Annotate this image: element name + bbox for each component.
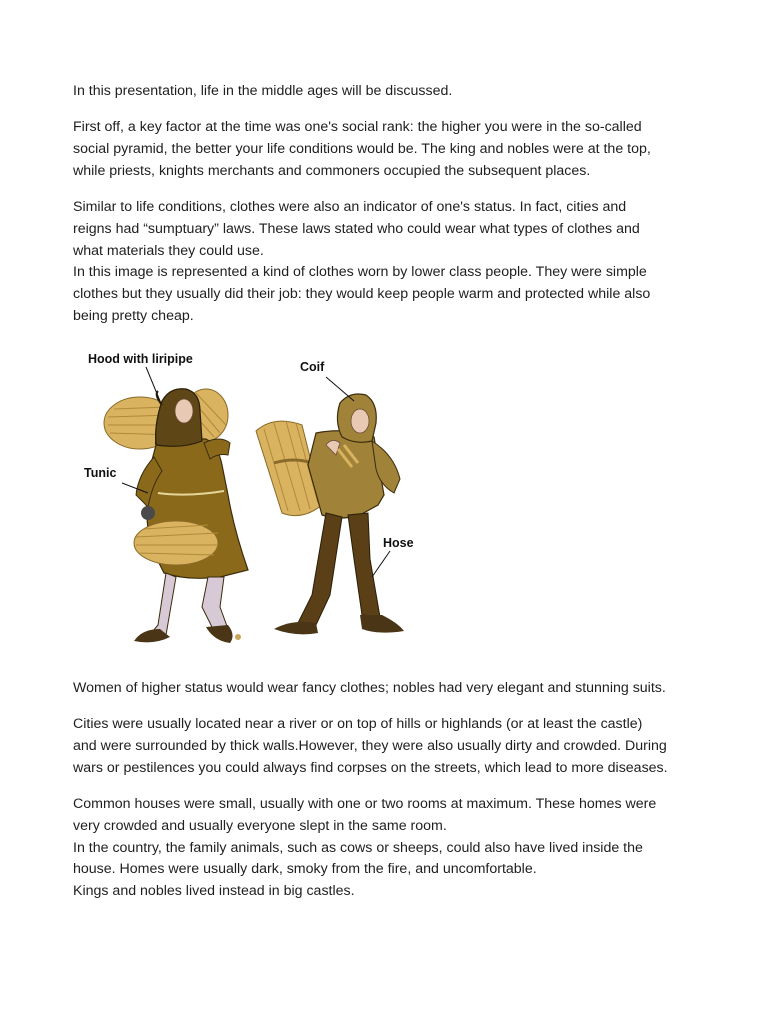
text-line: In this presentation, life in the middle ages will be discussed. <box>73 83 453 99</box>
pointer-arrow-hood <box>146 367 160 401</box>
text-line: Cities were usually located near a river or on top of hills or highlands (or at least the castle) <box>73 716 643 732</box>
text-line: very crowded and usually everyone slept in the same room. <box>73 817 447 834</box>
text-line: house. Homes were usually dark, smoky from the fire, and uncomfortable. <box>73 861 537 878</box>
text-line: clothes but they usually did their job: they would keep people warm and protected while also <box>73 286 651 303</box>
paragraph-clothes <box>73 197 713 328</box>
hand <box>141 506 155 520</box>
text-line: reigns had “sumptuary” laws. These laws stated who could wear what types of clothes and <box>73 220 640 237</box>
text-line: Kings and nobles lived instead in big castles. <box>73 883 355 900</box>
shoe <box>206 625 233 643</box>
paragraph-intro <box>73 81 713 103</box>
paragraph-cities <box>73 714 713 779</box>
hose-leg <box>298 513 342 625</box>
illustration-drawing <box>78 345 428 650</box>
straw-bundle-front <box>134 521 218 565</box>
right-peasant-figure <box>256 394 404 634</box>
debris <box>235 634 241 640</box>
shoe <box>360 615 404 633</box>
label-tunic: Tunic <box>84 466 117 480</box>
face <box>351 409 369 433</box>
text-line: and were surrounded by thick walls.However, they were also usually dirty and crowded. During <box>73 737 667 754</box>
shoe <box>274 622 318 634</box>
label-hood: Hood with liripipe <box>88 352 193 366</box>
face <box>175 399 193 423</box>
peasant-clothing-illustration <box>78 345 428 650</box>
text-line: In this image is represented a kind of clothes worn by lower class people. They were simple <box>73 264 647 281</box>
text-line: First off, a key factor at the time was one's social rank: the higher you were in the so-called <box>73 119 642 135</box>
label-coif: Coif <box>300 360 325 374</box>
text-line: In the country, the family animals, such as cows or sheeps, could also have lived inside the <box>73 839 643 856</box>
text-line: Common houses were small, usually with one or two rooms at maximum. These homes were <box>73 796 657 812</box>
pointer-arrow-coif <box>326 377 354 401</box>
leg <box>148 573 176 637</box>
text-line: Similar to life conditions, clothes were also an indicator of one's status. In fact, cities and <box>73 199 627 215</box>
text-line: wars or pestilences you could always find corpses on the streets, which lead to more diseases. <box>73 759 668 776</box>
text-line: being pretty cheap. <box>73 307 194 324</box>
leg <box>202 577 228 631</box>
label-hose: Hose <box>383 536 414 550</box>
left-peasant-figure <box>104 389 248 643</box>
text-line: what materials they could use. <box>73 242 264 259</box>
text-line: Women of higher status would wear fancy clothes; nobles had very elegant and stunning suits. <box>73 680 666 696</box>
text-line: while priests, knights merchants and commoners occupied the subsequent places. <box>73 162 591 179</box>
paragraph-social-rank <box>73 117 713 182</box>
paragraph-houses <box>73 794 713 903</box>
text-line: social pyramid, the better your life conditions would be. The king and nobles were at the top, <box>73 140 651 157</box>
pointer-arrow-hose <box>372 551 390 577</box>
hose-leg <box>348 513 380 617</box>
paragraph-higher-status <box>73 678 713 700</box>
